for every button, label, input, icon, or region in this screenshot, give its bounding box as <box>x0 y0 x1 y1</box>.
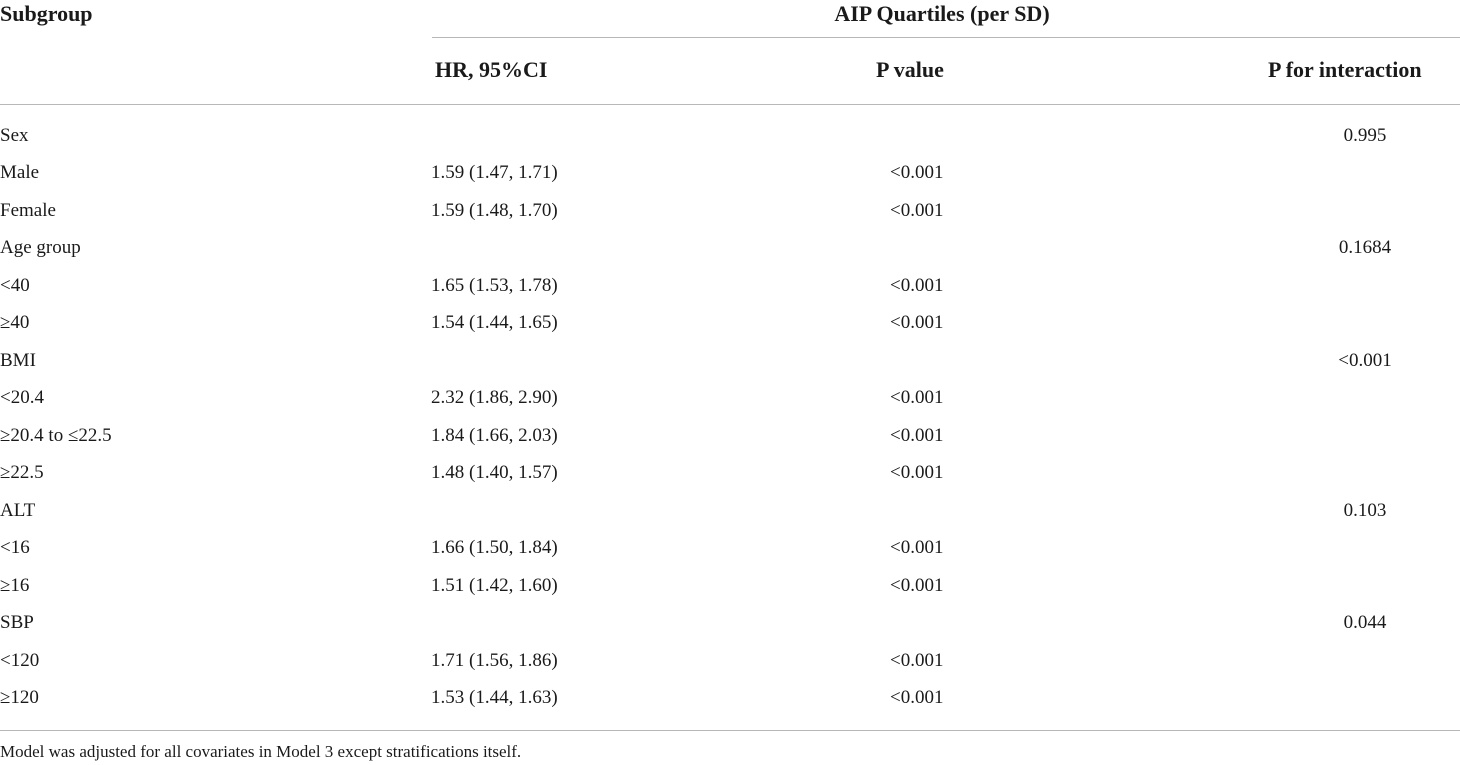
row-label: <20.4 <box>0 387 44 408</box>
p-value-cell: <0.001 <box>890 687 944 708</box>
row-label: Female <box>0 200 56 221</box>
p-value-cell: <0.001 <box>890 650 944 671</box>
hr-ci-cell: 1.53 (1.44, 1.63) <box>431 687 558 708</box>
p-value-header: P value <box>876 57 944 82</box>
row-label: Sex <box>0 125 29 146</box>
row-label: Age group <box>0 237 81 258</box>
hr-ci-cell: 1.84 (1.66, 2.03) <box>431 425 558 446</box>
subgroup-header: Subgroup <box>0 1 93 26</box>
hr-ci-cell: 1.66 (1.50, 1.84) <box>431 537 558 558</box>
row-label: <40 <box>0 275 30 296</box>
row-label: ≥40 <box>0 312 30 333</box>
p-interaction-cell: 0.103 <box>1343 500 1387 521</box>
hr-ci-cell: 1.51 (1.42, 1.60) <box>431 575 558 596</box>
hr-ci-cell: 1.71 (1.56, 1.86) <box>431 650 558 671</box>
row-label: <16 <box>0 537 30 558</box>
row-label: SBP <box>0 612 34 633</box>
p-value-cell: <0.001 <box>890 575 944 596</box>
row-label: ≥20.4 to ≤22.5 <box>0 425 112 446</box>
p-value-cell: <0.001 <box>890 387 944 408</box>
hr-ci-header: HR, 95%CI <box>435 57 548 82</box>
hr-ci-cell: 1.65 (1.53, 1.78) <box>431 275 558 296</box>
hr-ci-cell: 1.59 (1.47, 1.71) <box>431 162 558 183</box>
table-footnote: Model was adjusted for all covariates in Model 3 except stratifications itself. <box>0 742 522 761</box>
group-title-header: AIP Quartiles (per SD) <box>834 1 1050 26</box>
p-value-cell: <0.001 <box>890 462 944 483</box>
p-value-cell: <0.001 <box>890 537 944 558</box>
p-interaction-header: P for interaction <box>1268 57 1422 82</box>
p-value-cell: <0.001 <box>890 162 944 183</box>
row-label: ≥120 <box>0 687 39 708</box>
row-label: <120 <box>0 650 40 671</box>
p-interaction-cell: 0.044 <box>1343 612 1387 633</box>
row-label: Male <box>0 162 40 183</box>
row-label: ≥16 <box>0 575 30 596</box>
row-label: BMI <box>0 350 36 371</box>
p-value-cell: <0.001 <box>890 312 944 333</box>
hr-ci-cell: 1.54 (1.44, 1.65) <box>431 312 558 333</box>
p-interaction-cell: 0.995 <box>1343 125 1387 146</box>
p-value-cell: <0.001 <box>890 425 944 446</box>
header-rule <box>0 104 1460 105</box>
group-title-rule <box>432 37 1460 38</box>
row-label: ALT <box>0 500 36 521</box>
p-value-cell: <0.001 <box>890 200 944 221</box>
p-value-cell: <0.001 <box>890 275 944 296</box>
hr-ci-cell: 1.59 (1.48, 1.70) <box>431 200 558 221</box>
p-interaction-cell: 0.1684 <box>1338 237 1392 258</box>
hr-ci-cell: 2.32 (1.86, 2.90) <box>431 387 558 408</box>
hr-ci-cell: 1.48 (1.40, 1.57) <box>431 462 558 483</box>
p-interaction-cell: <0.001 <box>1338 350 1392 371</box>
row-label: ≥22.5 <box>0 462 44 483</box>
table-bottom-rule <box>0 730 1460 731</box>
